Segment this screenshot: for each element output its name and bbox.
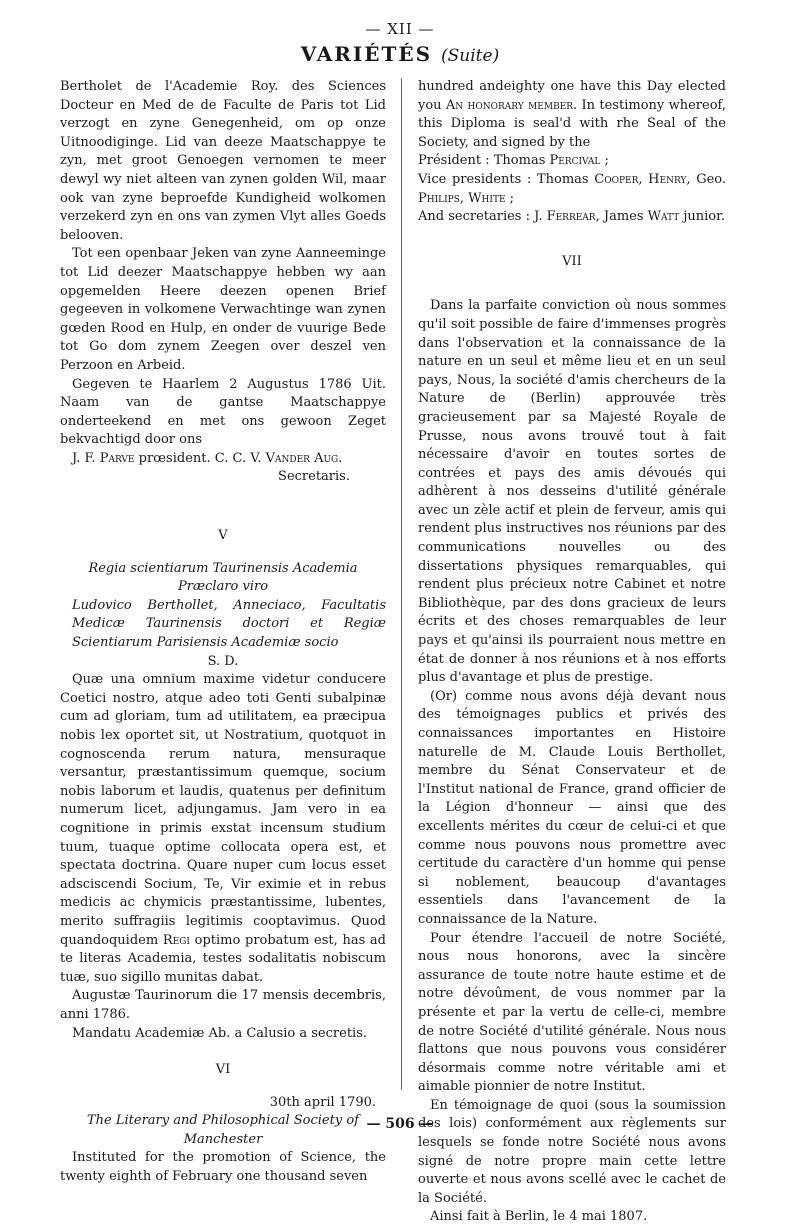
- english-paragraph-1: Instituted for the promotion of Science, the twenty eighth of February one thousand seven: [60, 1150, 386, 1185]
- dutch-signature-title: Secretaris.: [278, 469, 350, 485]
- name-cooper: Cooper: [594, 171, 639, 187]
- eng-text: hundred andeighty one have this Day elected you: [418, 79, 726, 113]
- eng-text: Vice presidents : Thomas: [418, 171, 595, 187]
- page-folio: — 506 —: [366, 1116, 434, 1132]
- name-watt: Watt: [647, 209, 680, 225]
- eng-honorary-member: An honorary member: [445, 97, 574, 113]
- dutch-paragraph-2: Tot een openbaar Jeken van zyne Aanneeminge tot Lid deezer Maatschappye hebben wy aan opgemelden Heere deezen openen Brief gegeeven in volkomene Verwachtinge wan zynen gœden Rood en Hulp, en onder de vuurige Bede tot Go dom zynem Zeegen over deszel ven Perzoon en Arbeid.: [60, 246, 386, 373]
- name-philips: Philips: [418, 190, 460, 206]
- eng-text: ;: [600, 153, 609, 169]
- eng-text: ,: [638, 171, 649, 187]
- french-paragraph-5: Ainsi fait à Berlin, le 4 mai 1807.: [430, 1209, 648, 1225]
- latin-heading-viro: Præclaro viro: [177, 579, 269, 595]
- latin-paragraph-2: Augustæ Taurinorum die 17 mensis decembris, anni 1786.: [60, 988, 386, 1022]
- latin-heading-academy: Regia scientiarum Taurinensis Academia: [88, 560, 358, 576]
- left-column: [60, 78, 386, 1187]
- name-henry: Henry: [648, 171, 687, 187]
- sig-name-parve: Parve: [99, 450, 135, 466]
- eng-text: , Geo.: [686, 171, 727, 187]
- english-secretaries: [418, 208, 726, 227]
- name-percival: Percival: [549, 153, 601, 169]
- eng-text: And secretaries : J.: [418, 209, 547, 225]
- french-paragraph-2: (Or) comme nous avons déjà devant nous des témoignages publics et privés des connaissances importantes en Histoire naturelle de M. Claude Louis Berthollet, membre du Sénat Conservateur et de l'Institut national de France, grand officier de la Légion d'honneur — ainsi que des excellents mérites du cœur de celui-ci et que comme nous pouvons nous promettre avec certitude du caractère d'un homme qui pense si noblement, beaucoup d'avantages essentiels dans l'avancement de la connaissance de la Nature.: [418, 688, 726, 927]
- sig-text: J. F.: [72, 450, 100, 466]
- english-vice-presidents: [418, 171, 726, 208]
- dutch-paragraph-1: Bertholet de l'Academie Roy. des Sciences Docteur en Med de de Faculte de Paris tot Lid verzogt en zyne Genegenheid, om op onze Uitnoodiginge. Lid van deeze Maatschappye te zyn, met groot Genoegen vernomen te meer dewyl wy niet alteen van zynen golden Wil, maar ook van zyne beproefde Kundigheid wolkomen verzekerd zyn en ons van zymen Vlyt alles Goeds belooven.: [60, 79, 386, 243]
- latin-paragraph-3: Mandatu Academiæ Ab. a Calusio a secretis.: [72, 1025, 368, 1041]
- eng-text: , James: [595, 209, 648, 225]
- english-paragraph-1-cont: [418, 78, 726, 152]
- dutch-paragraph-3: Gegeven te Haarlem 2 Augustus 1786 Uit. Naam van de gantse Maatschappye onderteekend en met ons gewoon Zeget bekvachtigd door ons: [60, 376, 386, 448]
- eng-text: ,: [459, 190, 469, 206]
- eng-text: Président : Thomas: [418, 153, 550, 169]
- right-column: [418, 78, 726, 1227]
- french-paragraph-1: Dans la parfaite conviction où nous sommes qu'il soit possible de faire d'immenses progrès dans l'observation et la connaissance de la nature en un seul et même lieu et en un seul pays, Nous, la société d'amis chercheurs de la Nature de (Berlin) approuvée très gracieusement par sa Majesté Royale de Prusse, nous avons trouvé tout à fait nécessaire d'avoir en toutes sortes de contrées et pays des amis dévoués qui adhèrent à nos desseins d'utilité générale avec un zèle actif et plein de ferveur, amis qui rendent plus instructives nos réunions par des communications nouvelles ou des dissertations physiques remarquables, qui rendent plus précieux notre Cabinet et notre Bibliothèque, par des dons gracieux de leurs écrits et des choses remarquables de leur pays et qu'ainsi ils pourraient nous mettre en état de donner à nos réunions et à nos efforts plus d'avantage et plus de prestige.: [418, 298, 726, 686]
- title-suite: (Suite): [441, 46, 500, 66]
- sig-text: prœsident. C. C. V.: [134, 450, 266, 466]
- section-number-vii: VII: [562, 253, 582, 269]
- latin-text: Quæ una omnium maxime videtur conducere Coetici nostro, atque adeo toti Genti subalpinæ cum ad gloriam, tum ad utilitatem, ea præcipua nobis lex oportet sit, ut Nostratium, quotquot in cognoscenda rerum natura, mensuraque versantur, præstantissimum quemque, socium nobis laborum et laudis, quatenus per definitum numerum licet, adjungamus. Jam vero in ea cognitione in primis exstat incensum studium tuum, tuaque optime collocata opera est, et spectata doctrina. Quare nuper cum locus esset adsciscendi Socium, Te, Vir eximie et in rebus medicis ac chymicis præstantissime, lubentes, merito suffragiis legitimis cooptavimus. Quod quandoquidem: [60, 672, 386, 948]
- eng-text: . In testimony whereof, this Diploma is seal'd with rhe Seal of the Society, and signed by the: [418, 97, 726, 150]
- latin-text: optimo probatum est, has ad te literas Academia, testes sodalitatis nobiscum tuæ, suo sigillo munitas dabat.: [60, 932, 386, 985]
- french-paragraph-4: En témoignage de quoi (sous la soumission des lois) conformément aux règlements sur lesquels se fonde notre Société nous avons signé de notre propre main cette lettre ouverte et nous avons scellé avec le cachet de la Société.: [418, 1097, 726, 1206]
- latin-paragraph-1: [60, 671, 386, 987]
- english-society-title: The Literary and Philosophical Society of Manchester: [87, 1113, 359, 1147]
- roman-page-number: — XII —: [365, 20, 435, 38]
- name-ferrear: Ferrear: [546, 209, 596, 225]
- name-white: White: [468, 190, 506, 206]
- section-title: [0, 42, 800, 66]
- eng-text: junior.: [679, 209, 726, 225]
- latin-regi: Regi: [162, 932, 190, 948]
- english-date: 30th april 1790.: [269, 1094, 376, 1110]
- section-number-v: V: [218, 528, 228, 544]
- latin-salutation: S. D.: [207, 653, 239, 669]
- english-president: [418, 152, 726, 171]
- eng-text: ;: [505, 190, 515, 206]
- french-paragraph-3: Pour étendre l'accueil de notre Société, nous nous honorons, avec la sincère assurance de toute notre haute estime et de notre dévoûment, de vous nommer par la présente et par la vertu de celle-ci, membre de notre Société d'utilité générale. Nous nous flattons que nous pouvons vous considérer désormais comme notre véritable ami et aimable pionnier de notre Institut.: [418, 930, 726, 1095]
- section-number-vi: VI: [215, 1062, 231, 1078]
- sig-name-vander: Vander Aug.: [265, 450, 343, 466]
- latin-heading-recipient: Ludovico Berthollet, Anneciaco, Facultatis Medicæ Taurinensis doctori et Regiæ Scientiarum Parisiensis Academiæ socio: [72, 597, 386, 651]
- column-divider: [401, 78, 402, 1090]
- title-main: VARIÉTÉS: [300, 42, 433, 66]
- dutch-signature: [60, 450, 386, 469]
